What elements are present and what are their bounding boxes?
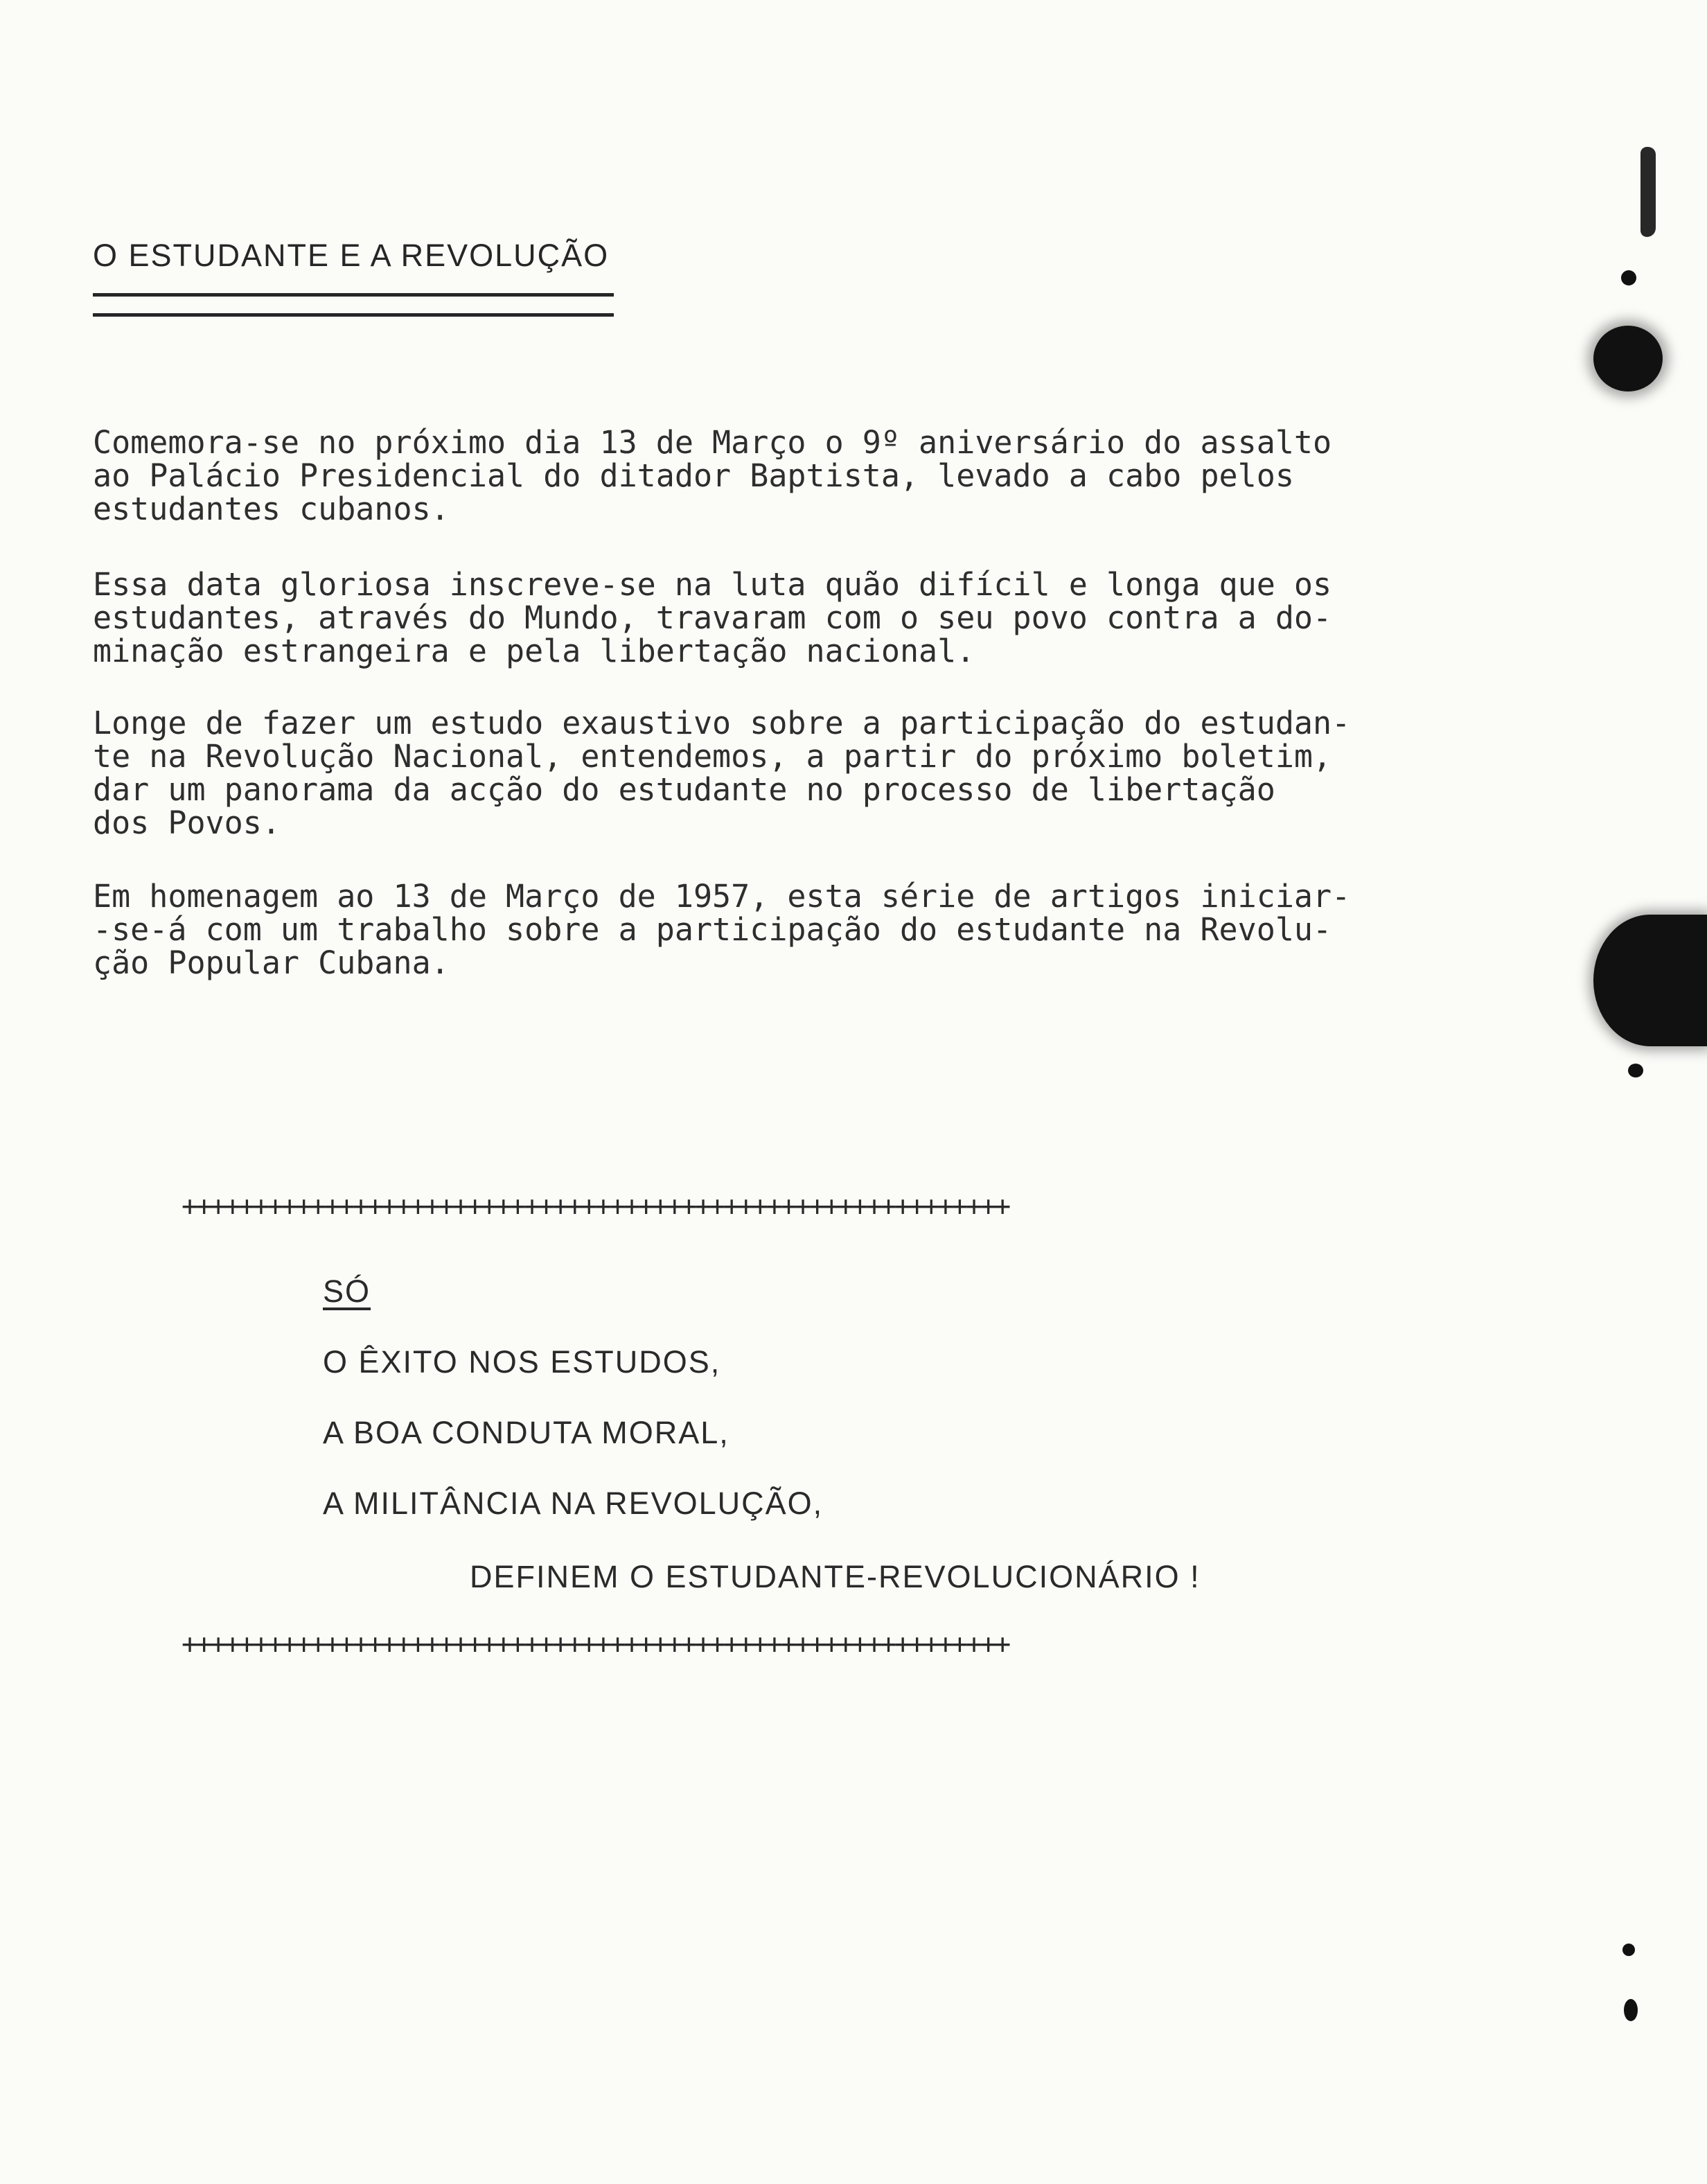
paragraph-line: ção Popular Cubana. xyxy=(93,944,450,981)
ink-dot-mark xyxy=(1628,1064,1643,1077)
ink-blot-mark xyxy=(1640,147,1656,237)
ink-dot-mark xyxy=(1622,1944,1635,1956)
paragraph-line: dos Povos. xyxy=(93,804,281,841)
punch-hole-mark xyxy=(1593,915,1707,1046)
paragraph-1 xyxy=(93,426,1506,526)
title-underline-upper xyxy=(93,293,614,297)
ink-dot-mark xyxy=(1624,1999,1638,2021)
paragraph-4 xyxy=(93,880,1506,980)
paragraph-line: estudantes cubanos. xyxy=(93,491,450,527)
paragraph-line: -se-á com um trabalho sobre a participação do estudante na Revolu- xyxy=(93,911,1332,948)
slogan-line-1: O ÊXITO NOS ESTUDOS, xyxy=(323,1344,721,1380)
paragraph-2 xyxy=(93,568,1506,668)
paragraph-line: Essa data gloriosa inscreve-se na luta quão difícil e longa que os xyxy=(93,566,1332,603)
paragraph-3 xyxy=(93,707,1506,840)
paragraph-line: dar um panorama da acção do estudante no processo de libertação xyxy=(93,771,1275,808)
paragraph-line: te na Revolução Nacional, entendemos, a partir do próximo boletim, xyxy=(93,738,1332,775)
punch-hole-mark xyxy=(1593,326,1663,391)
slogan-line-3: A MILITÂNCIA NA REVOLUÇÃO, xyxy=(323,1486,824,1521)
paragraph-line: ao Palácio Presidencial do ditador Baptista, levado a cabo pelos xyxy=(93,457,1294,494)
document-title: O ESTUDANTE E A REVOLUÇÃO xyxy=(93,238,610,273)
ink-dot-mark xyxy=(1621,270,1636,285)
slogan-conclusion: DEFINEM O ESTUDANTE-REVOLUCIONÁRIO ! xyxy=(470,1559,1201,1594)
paragraph-line: Comemora-se no próximo dia 13 de Março o 9º aniversário do assalto xyxy=(93,424,1332,461)
slogan-heading: SÓ xyxy=(323,1274,371,1309)
paragraph-line: Longe de fazer um estudo exaustivo sobre a participação do estudan- xyxy=(93,705,1351,741)
paragraph-line: minação estrangeira e pela libertação nacional. xyxy=(93,633,975,669)
paragraph-line: Em homenagem ao 13 de Março de 1957, esta série de artigos iniciar- xyxy=(93,878,1351,915)
slogan-line-2: A BOA CONDUTA MORAL, xyxy=(323,1415,729,1450)
separator-bottom: ++++++++++++++++++++++++++++++++++++++++++++++++++++++++++ xyxy=(182,1628,1009,1660)
title-underline-lower xyxy=(93,313,614,317)
paragraph-line: estudantes, através do Mundo, travaram com o seu povo contra a do- xyxy=(93,599,1332,636)
separator-top: ++++++++++++++++++++++++++++++++++++++++++++++++++++++++++ xyxy=(182,1190,1009,1222)
